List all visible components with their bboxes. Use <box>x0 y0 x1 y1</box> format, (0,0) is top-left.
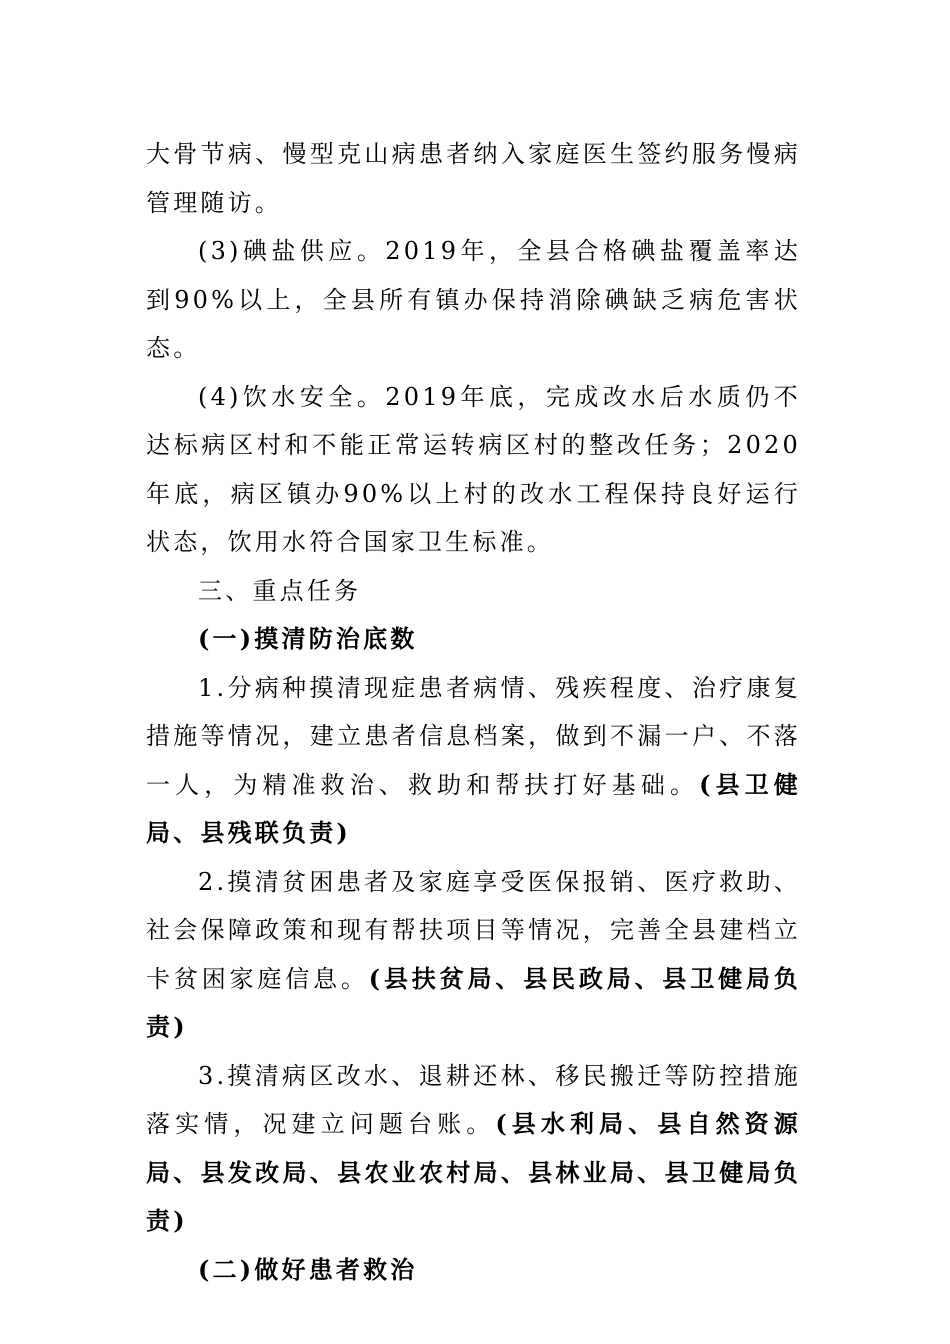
paragraph-text: (4)饮水安全。2019年底，完成改水后水质仍不达标病区村和不能正常运转病区村的整改任务；2020年底，病区镇办90%以上村的改水工程保持良好运行状态，饮用水符合国家卫生标准。 <box>146 382 801 556</box>
heading-text: 三、重点任务 <box>198 576 362 605</box>
subheading-baseline <box>146 615 801 664</box>
responsible-units: (县水利局、县自然资源局、县发改局、县农业农村局、县林业局、县卫健局负责) <box>146 1109 801 1235</box>
subheading-patient-treatment <box>146 1246 801 1295</box>
paragraph-continued <box>146 130 801 227</box>
responsible-units: (县卫健局、县残联负责) <box>146 769 801 847</box>
paragraph-task-3 <box>146 1052 801 1246</box>
paragraph-text: (3)碘盐供应。2019年，全县合格碘盐覆盖率达到90%以上，全县所有镇办保持消除碘缺乏病危害状态。 <box>146 237 801 362</box>
paragraph-task-2 <box>146 858 801 1052</box>
paragraph-water-safety <box>146 373 801 567</box>
paragraph-text: 1.分病种摸清现症患者病情、残疾程度、治疗康复措施等情况，建立患者信息档案，做到不漏一户、不落一人，为精准救治、救助和帮扶打好基础。 <box>146 673 801 799</box>
heading-text: (二)做好患者救治 <box>198 1254 418 1284</box>
paragraph-text: 大骨节病、慢型克山病患者纳入家庭医生签约服务慢病管理随访。 <box>146 140 801 217</box>
paragraph-text: 3.摸清病区改水、退耕还林、移民搬迁等防控措施落实情，况建立问题台账。 <box>146 1061 801 1138</box>
paragraph-task-1 <box>146 664 801 858</box>
heading-text: (一)摸清防治底数 <box>198 624 418 653</box>
section-heading-key-tasks <box>146 567 801 616</box>
document-body <box>146 130 801 1294</box>
paragraph-text: 2.摸清贫困患者及家庭享受医保报销、医疗救助、社会保障政策和现有帮扶项目等情况，完善全县建档立卡贫困家庭信息。 <box>146 867 801 993</box>
paragraph-iodized-salt <box>146 227 801 373</box>
responsible-units: (县扶贫局、县民政局、县卫健局负责) <box>146 963 801 1041</box>
